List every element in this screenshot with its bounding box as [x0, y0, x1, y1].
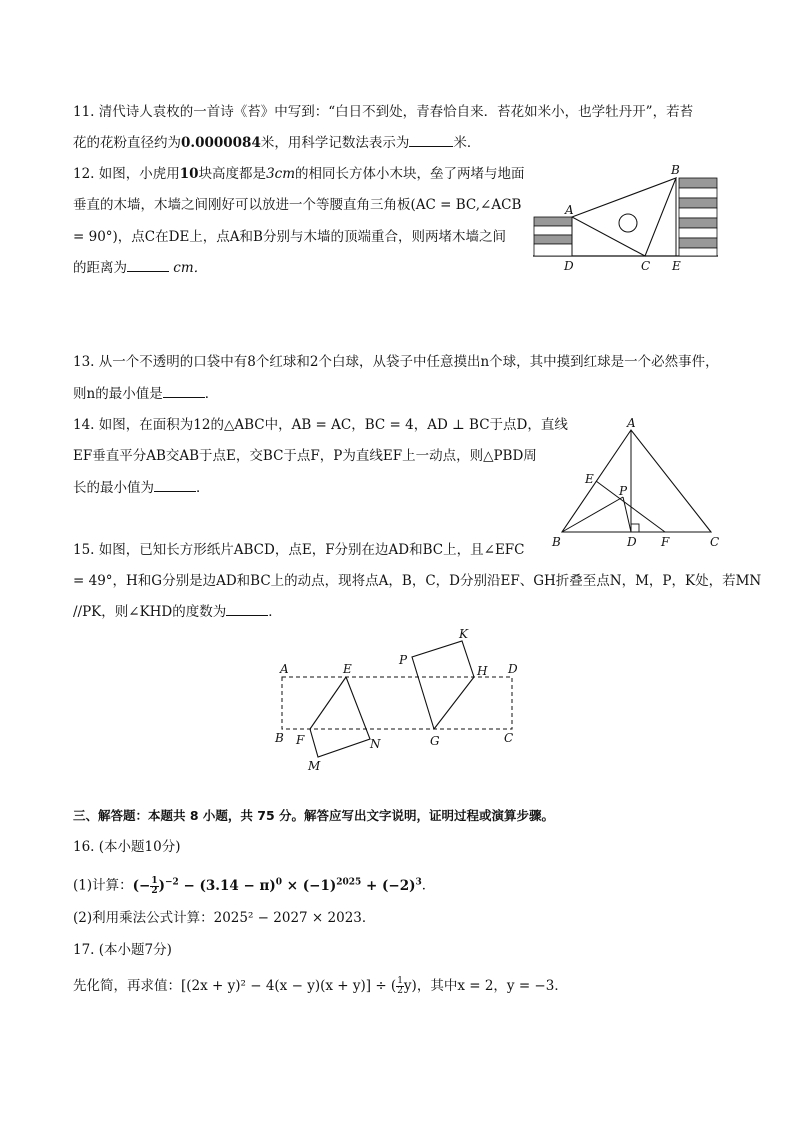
- q16-part2: (2)利用乘法公式计算：2025² − 2027 × 2023．: [73, 910, 376, 926]
- q12-unit: cm．: [173, 260, 208, 276]
- q14-figure: [548, 415, 728, 553]
- answer-blank[interactable]: [127, 259, 169, 272]
- label-C: C: [504, 731, 514, 745]
- expr-part: − (3.14 − π): [178, 877, 276, 894]
- label-G: G: [430, 734, 440, 748]
- label-D: D: [508, 662, 518, 676]
- q12-line2: 垂直的木墙，木墙之间刚好可以放进一个等腰直角三角板(AC = BC,∠ACB: [73, 197, 522, 213]
- folded-part-EFMN: [310, 677, 370, 757]
- fold-line-EF: [310, 677, 346, 729]
- folded-part-GHKP: [412, 641, 474, 729]
- q16-part1-end: ．: [421, 877, 436, 894]
- answer-blank[interactable]: [409, 134, 453, 147]
- q12-line1: [73, 164, 525, 184]
- q13-line2: [73, 384, 218, 404]
- fraction: [396, 977, 404, 996]
- q13-end: ．: [204, 386, 219, 402]
- fraction-numerator: 1: [397, 976, 403, 986]
- q14-line3: [73, 478, 210, 498]
- label-F: F: [296, 733, 305, 747]
- fold-line-GH: [434, 677, 474, 729]
- q12-line4: [73, 258, 207, 278]
- q14-text: 长的最小值为: [73, 480, 154, 496]
- q14-line1: 14. 如图，在面积为12的△ABC中，AB = AC，BC = 4，AD ⊥ BC于点D，直线: [73, 417, 568, 433]
- label-C: C: [710, 535, 720, 549]
- q15-figure: [270, 625, 530, 775]
- plate-hole: [619, 214, 637, 232]
- q12-figure: [528, 160, 728, 275]
- label-F: F: [661, 535, 670, 549]
- exponent: −2: [164, 877, 179, 887]
- q16-part1-label: (1)计算：: [73, 877, 133, 894]
- right-angle-mark: [631, 524, 639, 532]
- q16-heading: 16. (本小题10分): [73, 839, 181, 855]
- q16-part1-expression: [132, 875, 422, 896]
- q11-text-2: 米，用科学记数法表示为: [260, 135, 410, 151]
- q13-line1: 13. 从一个不透明的口袋中有8个红球和2个白球，从袋子中任意摸出n个球，其中摸到红球是一个必然事件，: [73, 354, 719, 370]
- q12-text-2: 块高度都是: [198, 166, 267, 182]
- q14-end: ．: [196, 480, 210, 496]
- q11-line2: [73, 133, 480, 153]
- segment-BP: [562, 497, 623, 532]
- label-P: P: [619, 484, 628, 498]
- expr-part: ): [158, 877, 165, 894]
- label-E: E: [672, 259, 681, 273]
- fraction: [150, 877, 158, 896]
- q17-body: [73, 976, 568, 996]
- q12-height: 3cm: [266, 166, 296, 182]
- q15-line2: = 49°，H和G分别是边AD和BC上的动点，现将点A，B，C，D分别沿EF、GH折叠至点N，M，P，K处，若MN: [73, 573, 762, 589]
- expr-part: + (−2): [361, 877, 416, 894]
- expr-part: × (−1): [282, 877, 337, 894]
- q13-text: 则n的最小值是: [73, 386, 163, 402]
- segment-PD: [623, 497, 631, 532]
- label-M: M: [308, 759, 321, 773]
- label-C: C: [641, 259, 651, 273]
- q15-text: //PK，则∠KHD的度数为: [73, 604, 227, 620]
- q17-heading: 17. (本小题7分): [73, 942, 172, 958]
- answer-blank[interactable]: [163, 385, 205, 398]
- fraction-denominator: 2: [151, 885, 158, 896]
- q12-text: 12. 如图，小虎用: [73, 166, 180, 182]
- q11-text: 花的花粉直径约为: [73, 135, 181, 151]
- q15-line1: 15. 如图，已知长方形纸片ABCD，点E，F分别在边AD和BC上，且∠EFC: [73, 542, 525, 558]
- q12-text-3: 的相同长方体小木块，垒了两堵与地面: [295, 166, 525, 182]
- exponent: 3: [415, 877, 422, 887]
- label-K: K: [459, 627, 468, 641]
- exponent: 0: [275, 877, 283, 887]
- label-D: D: [564, 259, 574, 273]
- answer-blank[interactable]: [226, 603, 268, 616]
- label-A: A: [565, 203, 574, 217]
- label-D: D: [627, 535, 637, 549]
- rectangle-ABCD: [282, 677, 512, 729]
- q17-text-2: y)，其中x = 2，y = −3．: [403, 978, 568, 994]
- label-E: E: [585, 472, 594, 486]
- q11-line1: 11. 清代诗人袁枚的一首诗《苔》中写到：“白日不到处，青春恰自来．苔花如米小，也学牡丹开”，若苔: [73, 104, 694, 120]
- q12-line3: = 90°)，点C在DE上，点A和B分别与木墙的顶端重合，则两堵木墙之间: [73, 229, 506, 245]
- label-B: B: [275, 731, 284, 745]
- q15-end: ．: [268, 604, 282, 620]
- fraction-numerator: 1: [151, 875, 158, 886]
- label-A: A: [627, 416, 636, 430]
- expr-part: (−: [132, 877, 151, 894]
- q12-count: 10: [179, 166, 199, 182]
- label-B: B: [552, 535, 561, 549]
- q15-line3: [73, 602, 282, 622]
- label-P: P: [399, 653, 408, 667]
- answer-blank[interactable]: [154, 479, 196, 492]
- right-wall: [679, 178, 717, 256]
- q11-number: 0.0000084: [181, 135, 261, 151]
- label-H: H: [477, 664, 488, 678]
- q16-part1: [73, 872, 435, 896]
- label-A: A: [280, 662, 289, 676]
- left-wall: [534, 217, 572, 256]
- label-N: N: [370, 737, 381, 751]
- label-B: B: [671, 163, 680, 177]
- q14-line2: EF垂直平分AB交AB于点E，交BC于点F，P为直线EF上一动点，则△PBD周: [73, 448, 537, 464]
- q11-text-3: 米．: [453, 135, 481, 151]
- q12-text-4: 的距离为: [73, 260, 127, 276]
- exponent: 2025: [336, 877, 362, 887]
- q17-text: 先化简，再求值：[(2x + y)² − 4(x − y)(x + y)] ÷ (: [73, 978, 397, 994]
- label-E: E: [343, 662, 352, 676]
- fraction-denominator: 2: [397, 986, 403, 996]
- section-heading: 三、解答题：本题共 8 小题，共 75 分。解答应写出文字说明，证明过程或演算步骤。: [73, 808, 555, 823]
